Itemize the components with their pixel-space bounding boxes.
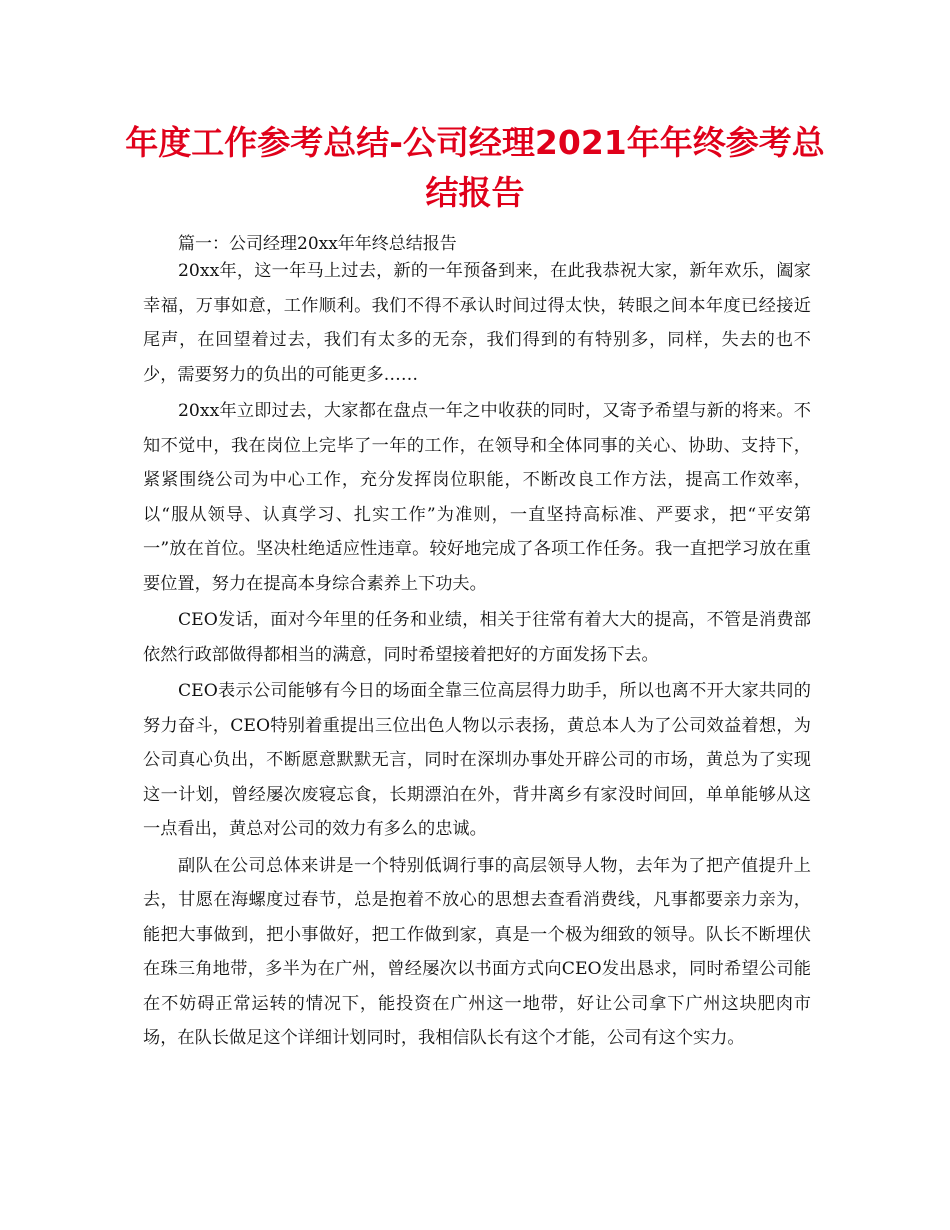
paragraph-2: 20xx年立即过去，大家都在盘点一年之中收获的同时，又寄予希望与新的将来。不知不觉中，我在岗位上完毕了一年的工作，在领导和全体同事的关心、协助、支持下，紧紧围绕公司为中心工作，充分发挥岗位职能，不断改良工作方法，提高工作效率，以“服从领导、认真学习、扎实工作”为准则，一直坚持高标准、严要求，把“平安第一”放在首位。坚决杜绝适应性违章。较好地完成了各项工作任务。我一直把学习放在重要位置，努力在提高本身综合素养上下功夫。	[143, 401, 811, 594]
paragraph-3: CEO发话，面对今年里的任务和业绩，相关于往常有着大大的提高，不管是消费部依然行政部做得都相当的满意，同时希望接着把好的方面发扬下去。	[143, 610, 811, 665]
document-title: 年度工作参考总结-公司经理2021年年终参考总结报告	[125, 123, 825, 212]
paragraph-5: 副队在公司总体来讲是一个特别低调行事的高层领导人物，去年为了把产值提升上去，甘愿在海螺度过春节，总是抱着不放心的思想去查看消费线，凡事都要亲力亲为，能把大事做到，把小事做好，把工作做到家，真是一个极为细致的领导。队长不断埋伏在珠三角地带，多半为在广州，曾经屡次以书面方式向CEO发出恳求，同时希望公司能在不妨碍正常运转的情况下，能投资在广州这一地带，好让公司拿下广州这块肥肉市场，在队长做足这个详细计划同时，我相信队长有这个才能，公司有这个实力。	[143, 855, 811, 1048]
section-heading: 篇一：公司经理20xx年年终总结报告	[178, 234, 457, 254]
paragraph-1: 20xx年，这一年马上过去，新的一年预备到来，在此我恭祝大家，新年欢乐，阖家幸福，万事如意，工作顺利。我们不得不承认时间过得太快，转眼之间本年度已经接近尾声，在回望着过去，我们有太多的无奈，我们得到的有特别多，同样，失去的也不少，需要努力的负出的可能更多……	[143, 261, 811, 385]
document-body	[143, 254, 811, 1058]
paragraph-4: CEO表示公司能够有今日的场面全靠三位高层得力助手，所以也离不开大家共同的努力奋斗，CEO特别着重提出三位出色人物以示表扬，黄总本人为了公司效益着想，为公司真心负出，不断愿意默默无言，同时在深圳办事处开辟公司的市场，黄总为了实现这一计划，曾经屡次废寝忘食，长期漂泊在外，背井离乡有家没时间回，单单能够从这一点看出，黄总对公司的效力有多么的忠诚。	[143, 681, 811, 839]
